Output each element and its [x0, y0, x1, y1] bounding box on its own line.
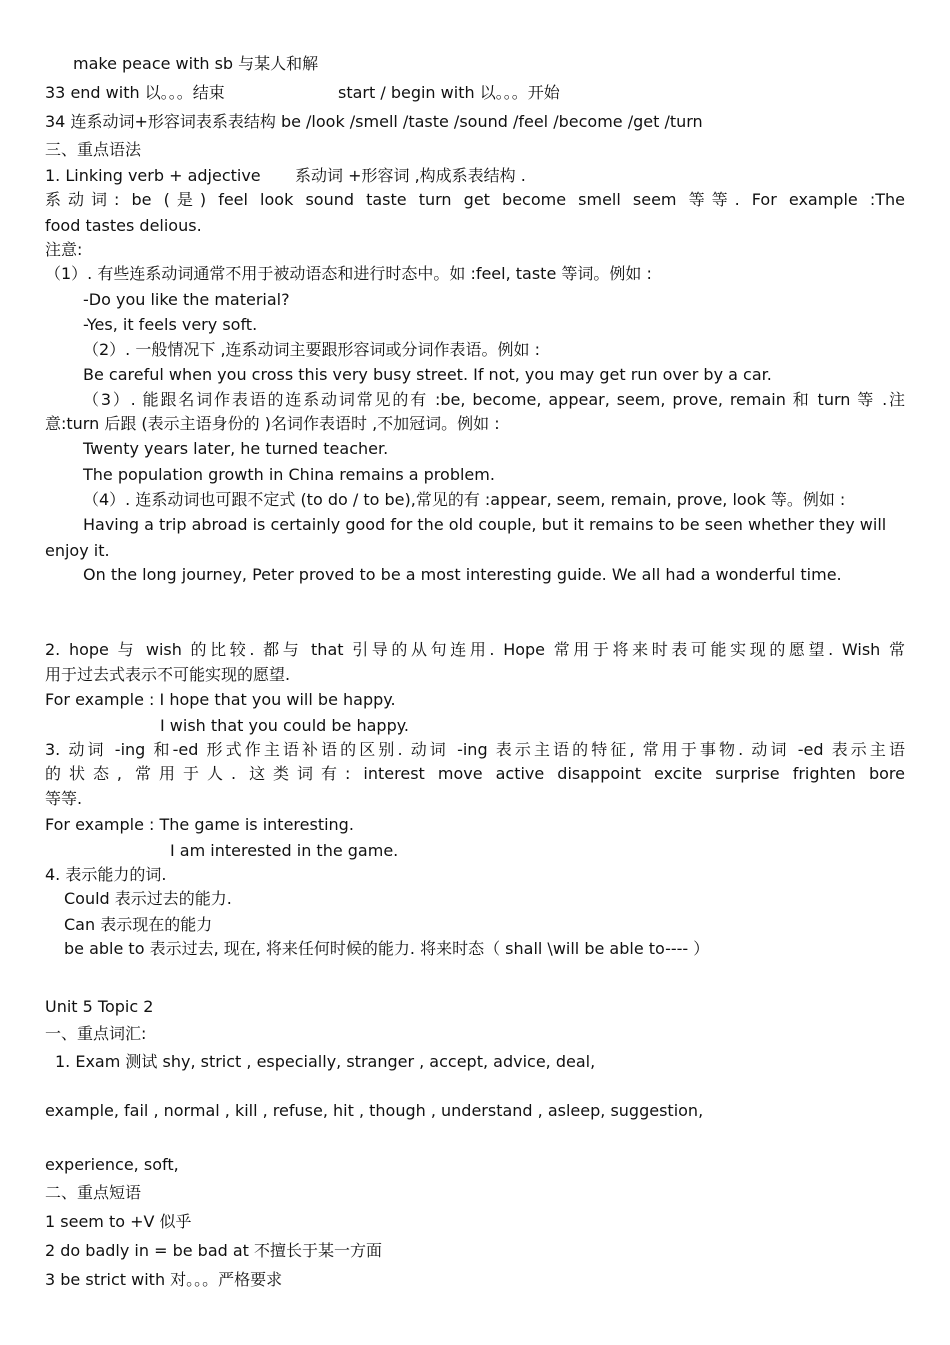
phrase-seem-to: 1 seem to +V 似乎 — [45, 1212, 192, 1231]
note-4-example-a: Having a trip abroad is certainly good for the old couple, but it remains to be seen whether they will — [83, 515, 887, 534]
unit-heading: Unit 5 Topic 2 — [45, 997, 154, 1016]
note-1-example-a: -Do you like the material? — [83, 290, 290, 309]
grammar-point-2-continued: 用于过去式表示不可能实现的愿望. — [45, 665, 291, 684]
note-3-continued: 意:turn 后跟 (表示主语身份的 )名词作表语时 ,不加冠词。例如 : — [45, 414, 500, 433]
note-1-example-b: -Yes, it feels very soft. — [83, 315, 258, 334]
phrase-end-with: 33 end with 以。。。结束 — [45, 83, 225, 102]
ability-can: Can 表示现在的能力 — [64, 915, 213, 934]
phrase-do-badly-in: 2 do badly in = be bad at 不擅长于某一方面 — [45, 1241, 383, 1260]
note-2: （2）. 一般情况下 ,连系动词主要跟形容词或分词作表语。例如 : — [83, 340, 541, 359]
linking-verb-list: 系动词: be (是) feel look sound taste turn get become smell seem 等等. For example :The — [45, 190, 905, 209]
grammar-point-1-title: 1. Linking verb + adjective — [45, 166, 261, 185]
note-3-example-b: The population growth in China remains a problem. — [83, 465, 495, 484]
note-3: （3）. 能跟名词作表语的连系动词常见的有 :be, become, appear, seem, prove, remain 和 turn 等 .注 — [83, 390, 905, 409]
ability-be-able-to: be able to 表示过去, 现在, 将来任何时候的能力. 将来时态（ shall \will be able to---- ） — [64, 939, 710, 958]
section-heading-grammar: 三、重点语法 — [45, 140, 142, 159]
note-3-example-a: Twenty years later, he turned teacher. — [83, 439, 389, 458]
grammar-point-3-etc: 等等. — [45, 789, 83, 808]
phrase-start-with: start / begin with 以。。。开始 — [338, 83, 560, 102]
grammar-point-2-example-a: For example : I hope that you will be happy. — [45, 690, 396, 709]
vocabulary-line-2: example, fail , normal , kill , refuse, hit , though , understand , asleep, suggestion, — [45, 1101, 704, 1120]
phrase-be-strict-with: 3 be strict with 对。。。严格要求 — [45, 1270, 283, 1289]
note-4-example-a-continued: enjoy it. — [45, 541, 110, 560]
grammar-point-1-subtitle: 系动词 +形容词 ,构成系表结构 . — [295, 166, 526, 185]
section-heading-phrases: 二、重点短语 — [45, 1183, 142, 1202]
grammar-point-3-example-a: For example : The game is interesting. — [45, 815, 354, 834]
section-heading-vocabulary: 一、重点词汇: — [45, 1024, 147, 1043]
note-label: 注意: — [45, 240, 83, 259]
grammar-point-2: 2. hope 与 wish 的比较. 都与 that 引导的从句连用. Hope 常用于将来时表可能实现的愿望. Wish 常 — [45, 640, 905, 659]
note-2-example: Be careful when you cross this very busy street. If not, you may get run over by a car. — [83, 365, 772, 384]
vocabulary-line-1: 1. Exam 测试 shy, strict , especially, stranger , accept, advice, deal, — [55, 1052, 596, 1071]
grammar-point-2-example-b: I wish that you could be happy. — [160, 716, 409, 735]
grammar-point-3: 3. 动词 -ing 和-ed 形式作主语补语的区别. 动词 -ing 表示主语的特征, 常用于事物. 动词 -ed 表示主语 — [45, 740, 905, 759]
note-4-example-b: On the long journey, Peter proved to be a most interesting guide. We all had a wonderful time. — [83, 565, 842, 584]
linking-verb-example: food tastes delious. — [45, 216, 202, 235]
grammar-point-3-example-b: I am interested in the game. — [170, 841, 399, 860]
grammar-point-4: 4. 表示能力的词. — [45, 865, 167, 884]
grammar-point-3-word-list: 的状态, 常用于人. 这类词有: interest move active disappoint excite surprise frighten bore — [45, 764, 905, 783]
phrase-linking-verbs: 34 连系动词+形容词表系表结构 be /look /smell /taste /sound /feel /become /get /turn — [45, 112, 703, 131]
vocabulary-line-3: experience, soft, — [45, 1155, 179, 1174]
ability-could: Could 表示过去的能力. — [64, 889, 232, 908]
phrase-make-peace: make peace with sb 与某人和解 — [73, 54, 319, 73]
note-4: （4）. 连系动词也可跟不定式 (to do / to be),常见的有 :appear, seem, remain, prove, look 等。例如 : — [83, 490, 846, 509]
note-1: （1）. 有些连系动词通常不用于被动语态和进行时态中。如 :feel, taste 等词。例如 : — [45, 264, 652, 283]
